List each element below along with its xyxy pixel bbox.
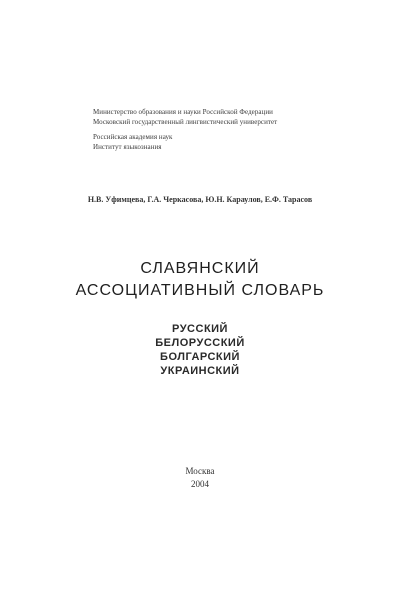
languages-list [0,322,400,378]
institute-name: Институт языкознания [93,142,162,151]
imprint-block [0,465,400,491]
imprint-year: 2004 [191,479,209,489]
book-title [0,258,400,302]
ministry-name: Министерство образования и науки Российской Федерации [93,108,273,116]
academy-name: Российская академия наук [93,133,173,141]
language-belarusian: БЕЛОРУССКИЙ [155,337,245,349]
language-russian: РУССКИЙ [172,323,228,335]
title-line-2: АССОЦИАТИВНЫЙ СЛОВАРЬ [75,282,325,299]
title-line-1: СЛАВЯНСКИЙ [140,260,260,277]
institutions-block [93,108,353,152]
authors-line: Н.В. Уфимцева, Г.А. Черкасова, Ю.Н. Караулов, Е.Ф. Тарасов [87,195,313,204]
imprint-city: Москва [185,466,215,476]
language-ukrainian: УКРАИНСКИЙ [160,365,240,377]
university-name: Московский государственный лингвистический университет [93,117,278,126]
language-bulgarian: БОЛГАРСКИЙ [160,351,240,363]
